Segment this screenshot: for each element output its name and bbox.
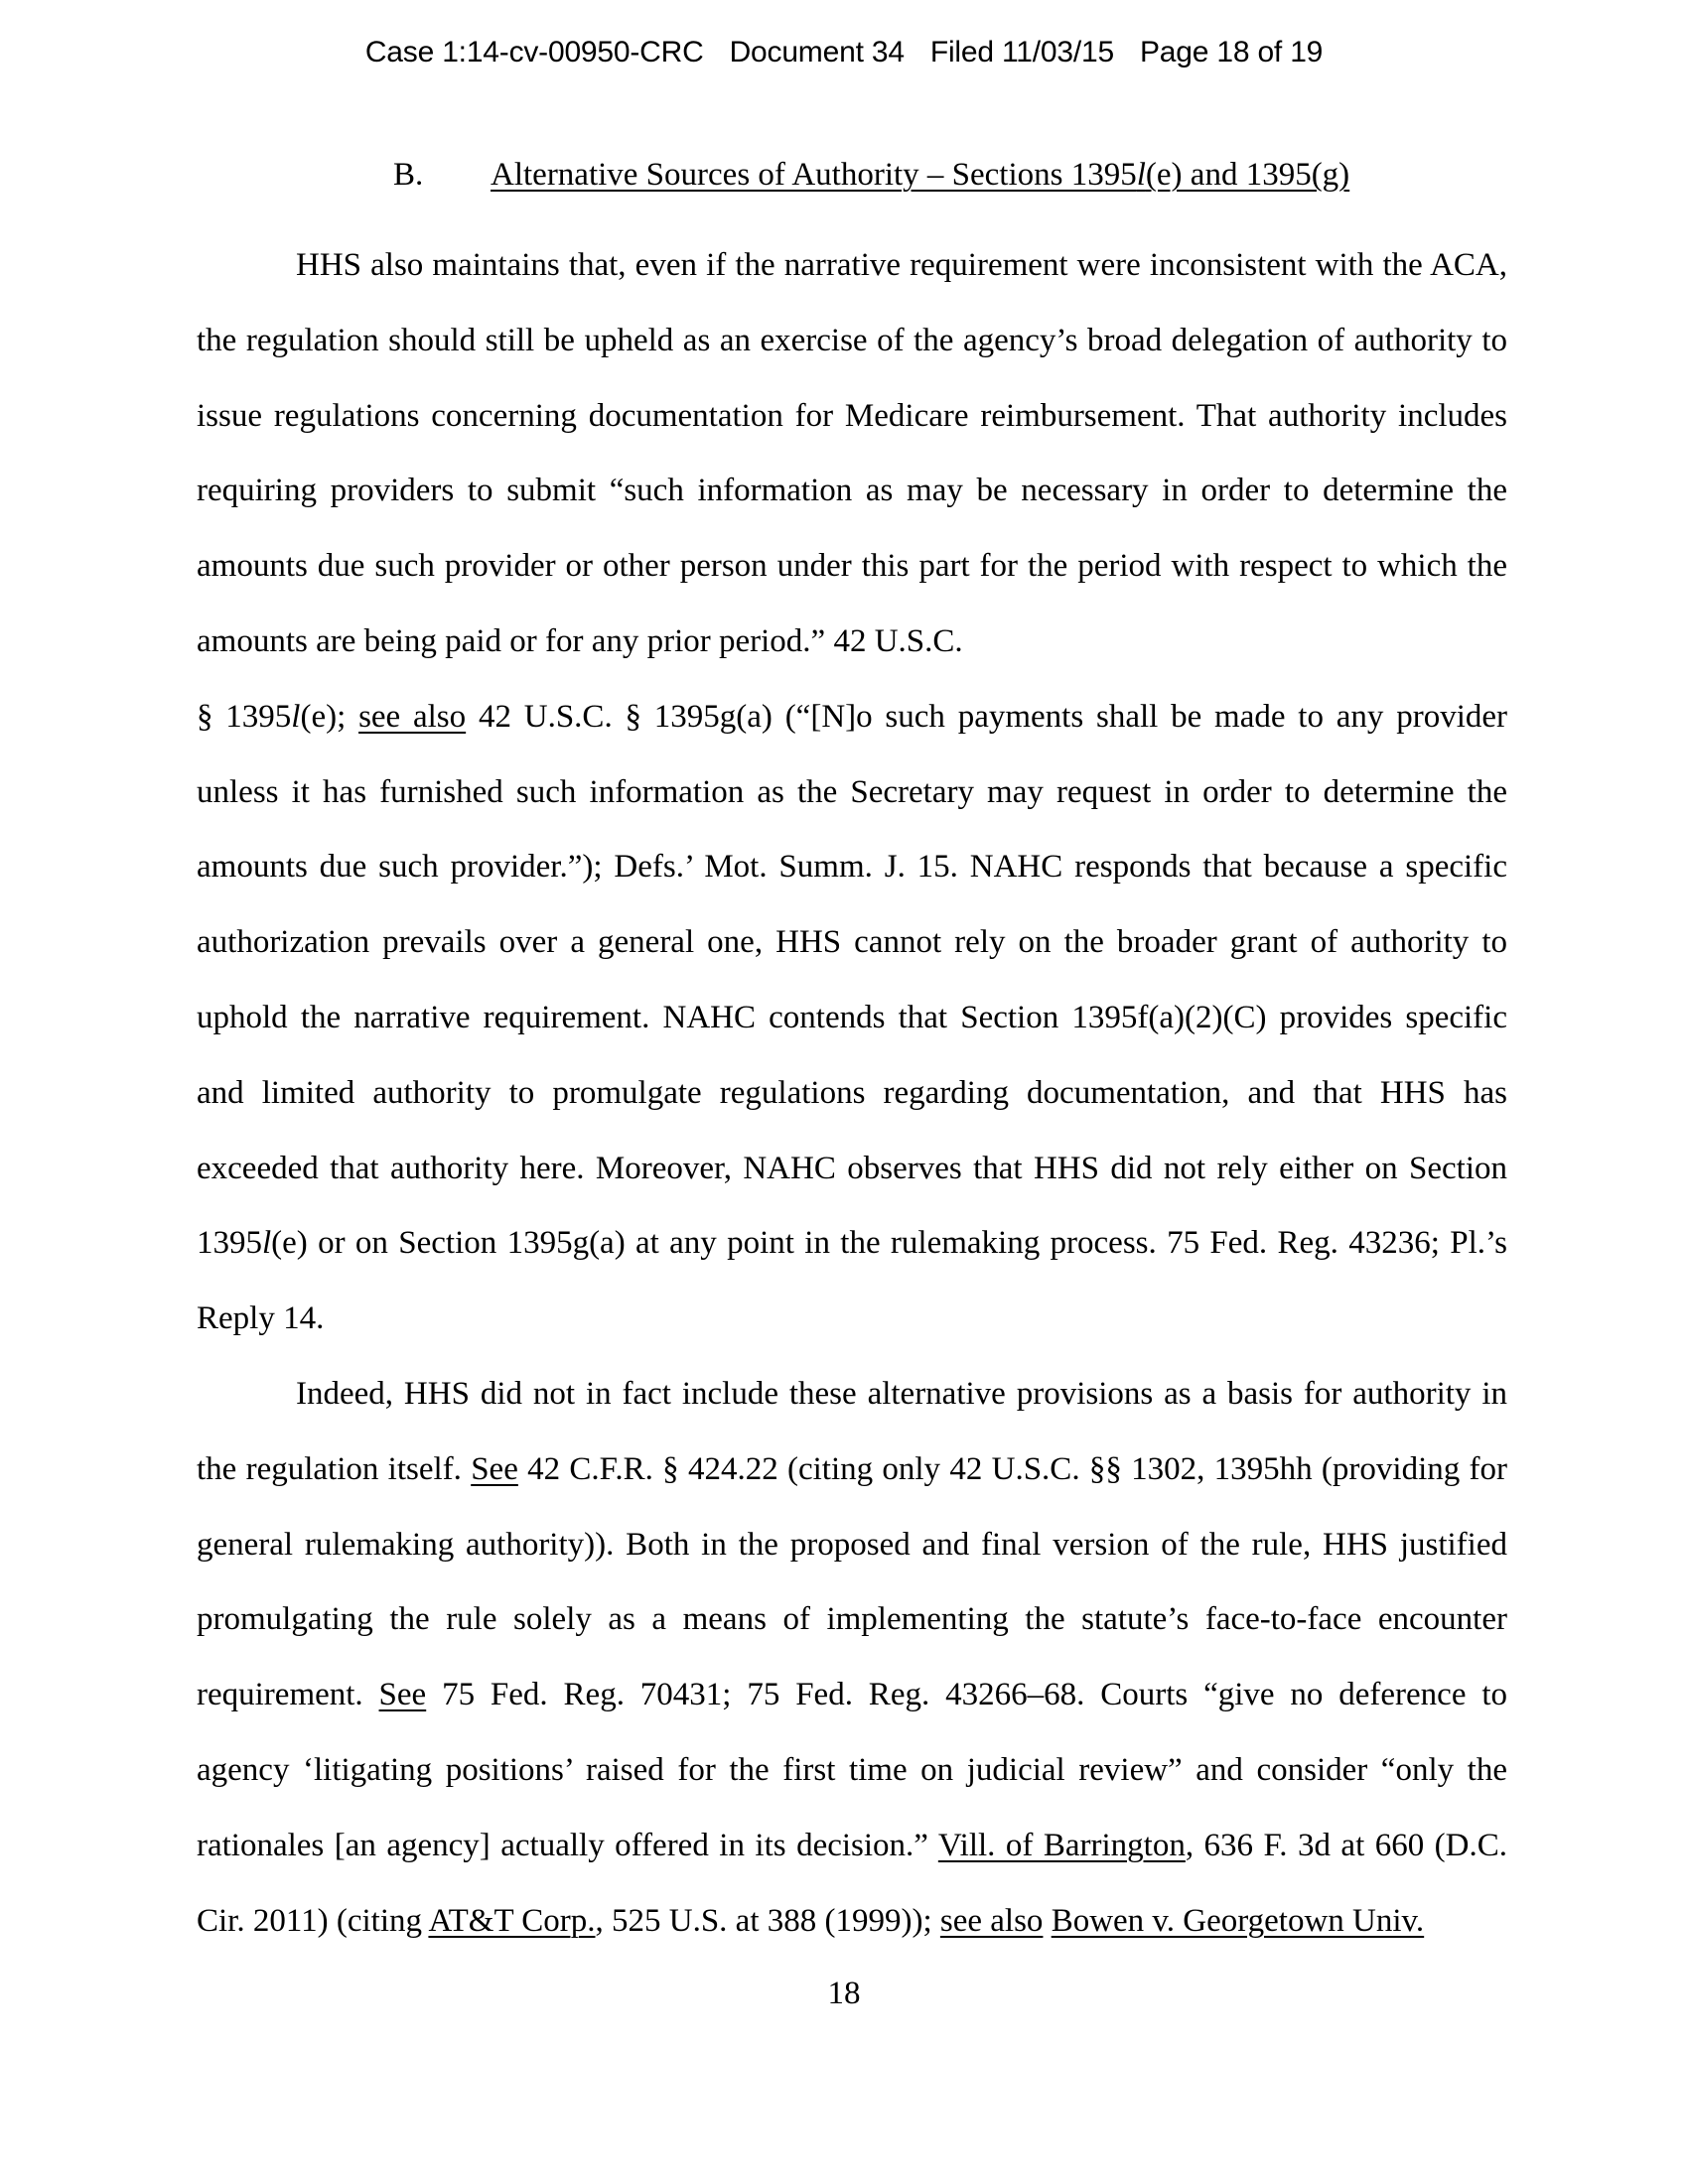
text-run: issue regulations concerning documentation for Medicare reimbursement. That authority includes (197, 397, 1507, 434)
text-line (197, 680, 1507, 755)
text-line (197, 605, 1507, 680)
text-run (1043, 1903, 1051, 1939)
text-line (197, 1433, 1507, 1508)
text-line (197, 304, 1507, 379)
text-line (197, 1733, 1507, 1809)
document-number: Document 34 (729, 36, 905, 68)
citation-underlined: See (378, 1677, 427, 1713)
text-line (197, 1282, 1507, 1357)
citation-underlined: Bowen v. Georgetown Univ. (1051, 1902, 1425, 1939)
text-line (197, 1884, 1507, 1960)
text-run: promulgating the rule solely as a means of implementing the statute’s face-to-face encounter (197, 1601, 1507, 1638)
text-run: 1395 (197, 1225, 262, 1262)
text-line (197, 1809, 1507, 1884)
text-run: amounts are being paid or for any prior period.” 42 U.S.C. (197, 622, 963, 659)
section-title-italic: l (1136, 157, 1146, 193)
page-indicator: Page 18 of 19 (1139, 36, 1324, 68)
text-line (197, 1508, 1507, 1583)
section-letter: B. (393, 157, 424, 193)
text-line (197, 1132, 1507, 1207)
italic-letter: l (291, 698, 301, 735)
text-line (197, 1056, 1507, 1132)
text-run: Reply 14. (197, 1300, 325, 1337)
text-run: HHS also maintains that, even if the narrative requirement were inconsistent with the ACA, (296, 247, 1507, 283)
text-run: amounts due such provider.”); Defs.’ Mot. Summ. J. 15. NAHC responds that because a specific (197, 849, 1507, 886)
text-line (197, 905, 1507, 981)
text-line (197, 228, 1507, 304)
text-run: (e); (300, 698, 359, 735)
text-run: Indeed, HHS did not in fact include these alternative provisions as a basis for authority in (296, 1375, 1507, 1412)
text-run: the regulation itself. (197, 1450, 472, 1487)
text-run: uphold the narrative requirement. NAHC contends that Section 1395f(a)(2)(C) provides specific (197, 999, 1507, 1035)
text-run: , 525 U.S. at 388 (1999)); (595, 1902, 940, 1939)
text-run: unless it has furnished such information as the Secretary may request in order to determine the (197, 773, 1507, 810)
paragraph (197, 1357, 1507, 1959)
text-run: requirement. (197, 1677, 379, 1713)
text-line (197, 755, 1507, 831)
text-run: 42 U.S.C. § 1395g(a) (“[N]o such payments shall be made to any provider (466, 698, 1508, 735)
text-run: 75 Fed. Reg. 70431; 75 Fed. Reg. 43266–68. Courts “give no deference to (426, 1677, 1507, 1713)
paragraph (197, 228, 1507, 1357)
citation-underlined: AT&T Corp. (428, 1902, 596, 1939)
filed-date: Filed 11/03/15 (929, 36, 1114, 68)
case-number: Case 1:14-cv-00950-CRC (364, 36, 704, 68)
page-number: 18 (827, 1976, 861, 2011)
text-run: , 636 F. 3d at 660 (D.C. (1185, 1827, 1508, 1863)
text-run: exceeded that authority here. Moreover, NAHC observes that HHS did not rely either on Section (197, 1150, 1507, 1186)
text-run: the regulation should still be upheld as an exercise of the agency’s broad delegation of authority to (197, 322, 1507, 358)
text-line (197, 379, 1507, 455)
ecf-header (0, 36, 1688, 69)
text-run: (e) or on Section 1395g(a) at any point in the rulemaking process. 75 Fed. Reg. 43236; Pl.’s (271, 1225, 1507, 1262)
text-run: authorization prevails over a general one, HHS cannot rely on the broader grant of authority to (197, 924, 1507, 961)
text-line (197, 1206, 1507, 1282)
text-run: general rulemaking authority)). Both in the proposed and final version of the rule, HHS justified (197, 1526, 1507, 1563)
text-line (197, 981, 1507, 1056)
section-title-text-end: (e) and 1395(g) (1145, 157, 1350, 193)
text-line (197, 1658, 1507, 1733)
citation-underlined: See (471, 1450, 518, 1487)
text-run: amounts due such provider or other person under this part for the period with respect to which the (197, 548, 1507, 585)
document-body (197, 228, 1507, 1959)
text-run: 42 C.F.R. § 424.22 (citing only 42 U.S.C. §§ 1302, 1395hh (providing for (517, 1450, 1508, 1487)
text-run: rationales [an agency] actually offered in its decision.” (197, 1827, 938, 1863)
italic-letter: l (262, 1225, 272, 1262)
text-line (197, 1582, 1507, 1658)
text-line (197, 830, 1507, 905)
section-title-text: Alternative Sources of Authority – Sections 1395 (491, 157, 1137, 193)
text-run: § 1395 (197, 698, 292, 735)
section-title (491, 157, 1349, 193)
citation-underlined: see also (358, 698, 467, 735)
section-heading (393, 157, 1349, 194)
citation-underlined: Vill. of Barrington (937, 1827, 1186, 1863)
citation-underlined: see also (939, 1902, 1044, 1939)
text-line (197, 454, 1507, 529)
text-line (197, 529, 1507, 605)
text-run: agency ‘litigating positions’ raised for the first time on judicial review” and consider “only the (197, 1751, 1507, 1788)
text-run: and limited authority to promulgate regulations regarding documentation, and that HHS has (197, 1074, 1507, 1111)
text-run: Cir. 2011) (citing (197, 1902, 429, 1939)
text-run: requiring providers to submit “such information as may be necessary in order to determine the (197, 473, 1507, 509)
text-line (197, 1357, 1507, 1433)
